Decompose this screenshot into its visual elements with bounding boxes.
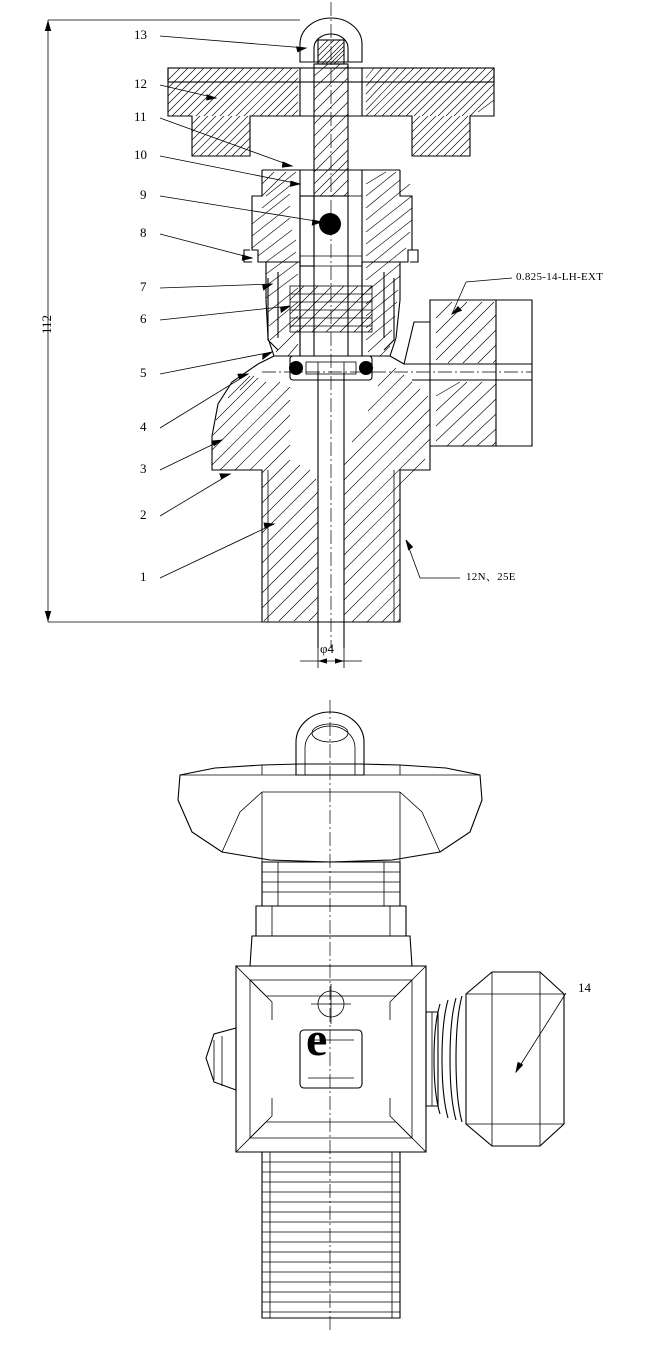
outlet-connection — [426, 972, 564, 1146]
item-number-4: 4 — [140, 419, 147, 434]
item-number-2: 2 — [140, 507, 147, 522]
outlet-thread-note: 0.825-14-LH-EXT — [516, 271, 604, 283]
item-number-11: 11 — [134, 109, 147, 124]
item-number-13: 13 — [134, 27, 147, 42]
item-number-10: 10 — [134, 147, 147, 162]
item-number-1: 1 — [140, 569, 147, 584]
item-number-7: 7 — [140, 279, 147, 294]
valve-body-logo-text: e — [306, 1013, 328, 1066]
item-number-8: 8 — [140, 225, 147, 240]
item-number-12: 12 — [134, 76, 147, 91]
valve-body — [212, 300, 532, 648]
item-number-5: 5 — [140, 365, 147, 380]
item-number-14: 14 — [578, 980, 591, 995]
callout-14-leader — [516, 993, 566, 1072]
item-number-3: 3 — [140, 461, 147, 476]
dimension-phi4-text: φ4 — [320, 641, 335, 656]
sectional-view — [45, 2, 532, 668]
dimension-112-text: 112 — [39, 314, 54, 334]
item-number-6: 6 — [140, 311, 147, 326]
external-view — [178, 700, 566, 1330]
callout-leaders — [160, 36, 322, 578]
inlet-thread-lines — [262, 1162, 400, 1312]
inlet-thread-note: 12N、25E — [466, 571, 516, 583]
item-number-9: 9 — [140, 187, 147, 202]
